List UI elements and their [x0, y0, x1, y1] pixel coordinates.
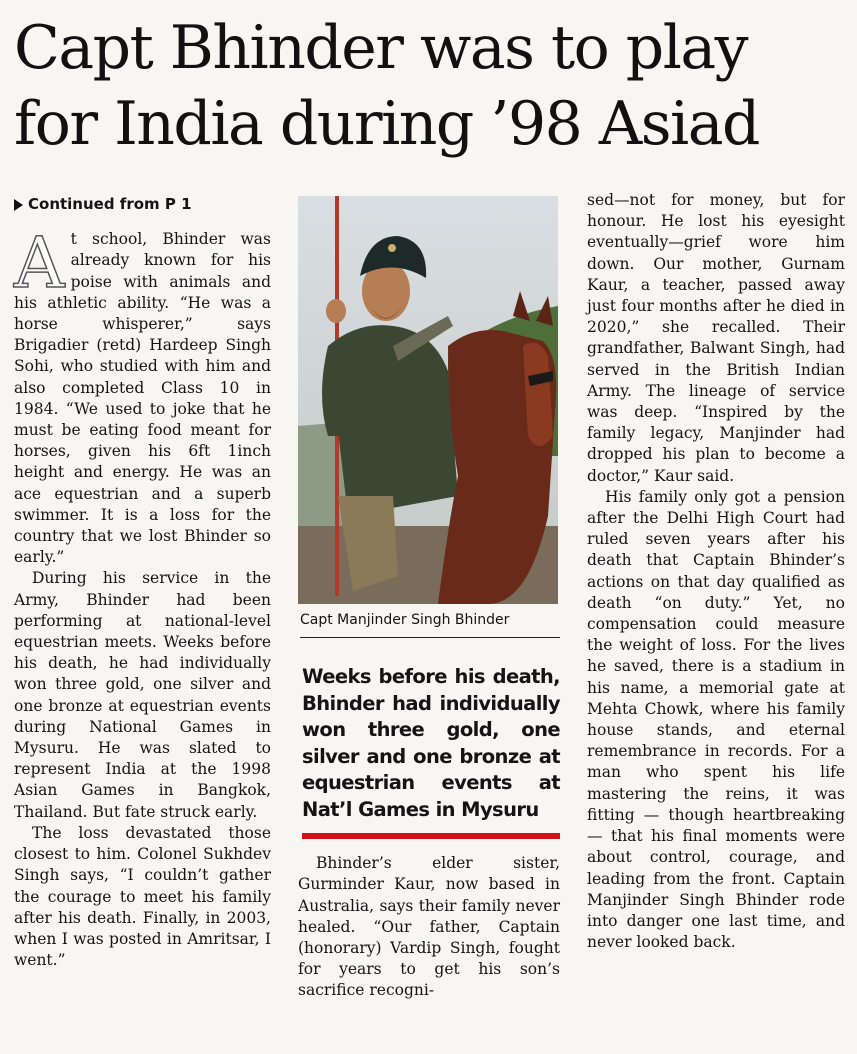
column-3: [587, 190, 845, 953]
pull-quote: Weeks before his death, Bhinder had individually won three gold, one silver and one bronze at equestrian events at Nat’l Games in Mysuru: [302, 664, 560, 839]
photo-illustration: [298, 196, 558, 604]
continued-label: Continued from P 1: [28, 195, 192, 213]
paragraph: [14, 222, 271, 568]
continued-marker: [14, 194, 271, 215]
paragraph: During his service in the Army, Bhinder had been performing at national-level equestrian meets. Weeks before his death, he had individually won three gold, one silver and one bronze at equestrian events during National Games in Mysuru. He was slated to represent India at the 1998 Asian Games in Bangkok, Thailand. But fate struck early.: [14, 569, 271, 821]
paragraph-text: t school, Bhinder was already known for his poise with animals and his athletic ability. “He was a horse whisperer,” says Brigadier (retd) Hardeep Singh Sohi, who studied with him and also completed Class 10 in 1984. “We used to joke that he must be eating food meant for horses, given his 6ft 1inch height and energy. He was an ace equestrian and a superb swimmer. It is a loss for the country that we lost Bhinder so early.”: [14, 230, 271, 567]
drop-cap: A: [14, 222, 65, 305]
paragraph: Bhinder’s elder sister, Gurminder Kaur, now based in Australia, says their family never healed. “Our father, Captain (honorary) Vardip Singh, fought for years to get his son’s sacrifice recogni-: [298, 854, 560, 1000]
headline-line-2: for India during ’98 Asiad: [14, 89, 759, 159]
column-2: [298, 196, 560, 1002]
play-arrow-icon: [14, 199, 23, 211]
headline-line-1: Capt Bhinder was to play: [14, 13, 748, 83]
soldier-on-horse-photo: [298, 196, 558, 604]
photo-caption: Capt Manjinder Singh Bhinder: [300, 610, 560, 638]
paragraph: sed—not for money, but for honour. He lost his eyesight eventually—grief wore him down. Our mother, Gurnam Kaur, a teacher, passed away just four months after he died in 2020,” she recalled. Their grandfather, Balwant Singh, had served in the British Indian Army. The lineage of service was deep. “Inspired by the family legacy, Manjinder had dropped his plan to become a doctor,” Kaur said.: [587, 191, 845, 485]
paragraph: His family only got a pension after the Delhi High Court had ruled seven years after his death that Captain Bhinder’s actions on that day qualified as death “on duty.” Yet, no compensation could measure the weight of loss. For the lives he saved, there is a stadium in his name, a memorial gate at Mehta Chowk, where his family house stands, and eternal remembrance in records. For a man who spent his life mastering the reins, it was fitting — though heartbreaking— that his final moments were about control, courage, and leading from the front. Captain Manjinder Singh Bhinder rode into danger one last time, and never looked back.: [587, 487, 845, 952]
column-1: [14, 194, 271, 971]
headline: [14, 10, 844, 162]
paragraph: The loss devastated those closest to him. Colonel Sukhdev Singh says, “I couldn’t gather the courage to meet his family after his death. Finally, in 2003, when I was posted in Amritsar, I went.”: [14, 823, 271, 970]
